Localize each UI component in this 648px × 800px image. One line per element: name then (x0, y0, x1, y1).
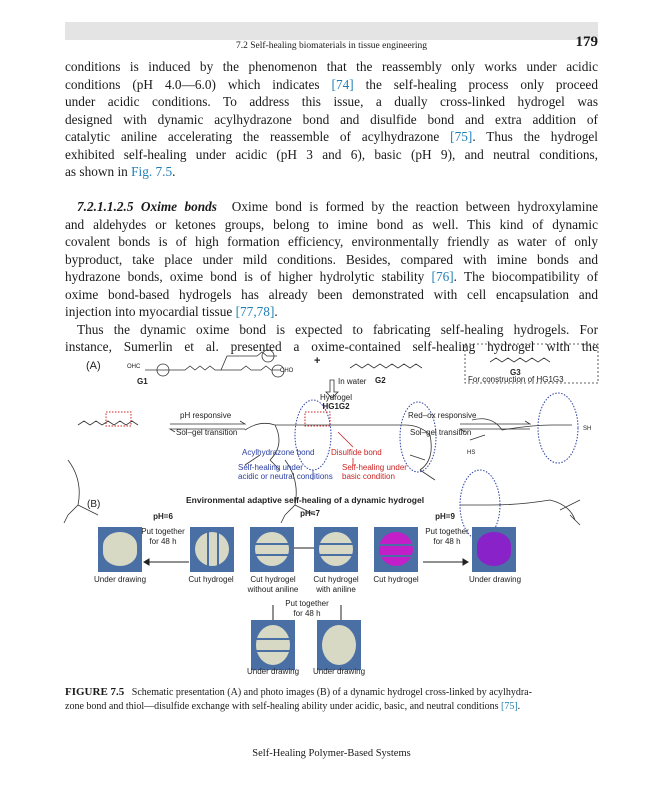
for-48h-text: for 48 h (149, 537, 177, 546)
text-segment: conditions (pH 4.0—6.0) which indicates (65, 76, 332, 92)
text-segment: injection into myocardial tissue (65, 304, 236, 319)
ohc-label: OHC (127, 364, 141, 370)
photo-ph9-cut (374, 527, 418, 572)
in-water-label: In water (338, 377, 367, 386)
body-line: under acidic conditions. To address this issue, a dually cross-linked hydrogel was (65, 94, 598, 109)
body-line (65, 163, 598, 180)
body-line: byproduct, take place under mild conditions. Besides, compared with imine bonds and (65, 251, 598, 267)
photo-ph6-cut (190, 527, 234, 572)
disulfide-bond-label: Disulfide bond (331, 448, 382, 457)
section-heading: 7.2.1.1.2.5 Oxime bonds (77, 199, 217, 214)
caption-end: . (517, 701, 521, 712)
for-48h-text: for 48 h (433, 537, 461, 546)
put-together-text: Put together (425, 527, 469, 536)
caption-text-1: Schematic presentation (A) and photo images (B) of a dynamic hydrogel cross-linked by acylhydra- (131, 687, 532, 698)
caption-label: FIGURE 7.5 (65, 686, 125, 698)
label-under-drawing-with: Under drawing (312, 667, 366, 676)
hydrogel-label: Hydrogel (319, 393, 353, 402)
body-line: Thus the dynamic oxime bond is expected to fabricating self-healing hydrogels. For (77, 321, 598, 337)
photo-ph9-under-drawing (472, 527, 516, 572)
solgel-right-label: Sol–gel transition (410, 428, 472, 437)
put-together-ph6 (141, 527, 185, 547)
label-cut-with-aniline (313, 575, 358, 595)
acylhydrazone-bond-label: Acylhydrazone bond (242, 448, 315, 457)
g2-label: G2 (375, 376, 386, 385)
panel-a-label: (A) (86, 360, 101, 372)
acid-heal-line2: acidic or neutral conditions (238, 472, 333, 481)
citation-link[interactable]: [74] (331, 76, 354, 92)
body-line (65, 303, 598, 320)
g3-note: For construction of HG1G3 (468, 375, 564, 384)
text-segment: . Thus the hydrogel (472, 129, 598, 144)
figure-caption (65, 685, 598, 714)
ph9-label: pH=9 (435, 512, 455, 521)
text-segment: hydrazone bonds, oxime bond is of higher hydrolytic stability (65, 269, 432, 284)
photo-ph7-without-aniline-drawn (251, 620, 295, 670)
body-line: exhibited self-healing under acidic (pH 3 and 6), basic (pH 9), and neutral conditions, (65, 146, 598, 162)
sh-label: SH (583, 426, 592, 432)
running-title: 7.2 Self-healing biomaterials in tissue engineering (235, 41, 427, 51)
body-line: and aldehydes or ketones groups, belong to imine bond as well. This kind of dynamic (65, 216, 598, 232)
cut-hydrogel-text: Cut hydrogel (313, 575, 359, 584)
photo-ph7-cut-without-aniline (250, 527, 294, 572)
label-cut-hydrogel-ph6: Cut hydrogel (188, 575, 234, 584)
photo-ph6-under-drawing (98, 527, 142, 572)
label-cut-without-aniline (248, 575, 299, 595)
citation-link[interactable]: [77,78] (235, 304, 275, 319)
text-segment: as shown in (65, 164, 132, 179)
g3-label: G3 (510, 368, 521, 377)
header-bar (65, 22, 598, 40)
for-48h-text: for 48 h (293, 609, 321, 618)
cut-hydrogel-text: Cut hydrogel (250, 575, 296, 584)
body-line (65, 128, 598, 145)
with-aniline-text: with aniline (316, 585, 356, 594)
put-together-ph7 (285, 599, 329, 619)
panel-b-title: Environmental adaptive self-healing of a dynamic hydrogel (186, 495, 425, 505)
put-together-ph9 (425, 527, 469, 547)
book-title-footer: Self-Healing Polymer-Based Systems (252, 748, 411, 759)
basic-heal-line2: basic condition (342, 472, 395, 481)
body-line: oxime bond-based hydrogels has already been demonstrated with cell encapsulation and (65, 286, 598, 302)
put-together-text: Put together (285, 599, 329, 608)
body-line: designed with dynamic acylhydrazone bond and disulfide bond and extra addition of (65, 111, 598, 127)
photo-ph7-with-aniline-drawn (317, 620, 361, 670)
text-segment: . (172, 164, 176, 179)
acid-heal-line1: Self-healing under (238, 463, 303, 472)
label-under-drawing-without: Under drawing (246, 667, 300, 676)
text-segment: catalytic aniline accelerating the reassemble of acylhydrazone (65, 129, 451, 144)
panel-b-label: (B) (87, 499, 101, 510)
without-aniline-text: without aniline (247, 585, 299, 594)
body-line (65, 268, 598, 285)
label-under-drawing-ph6: Under drawing (93, 575, 147, 584)
page-number: 179 (575, 34, 598, 50)
cho-label: CHO (280, 368, 294, 374)
caption-ref-link[interactable]: [75] (501, 701, 518, 712)
text-segment: . (274, 304, 278, 319)
citation-link[interactable]: [75] (450, 129, 473, 144)
solgel-left-label: Sol–gel transition (176, 428, 238, 437)
caption-text-2: zone bond and thiol—disulfide exchange with self-healing ability under acidic, basic, and neutral conditions (65, 701, 501, 712)
ph-responsive-label: pH responsive (180, 411, 232, 420)
ph6-label: pH=6 (153, 512, 173, 521)
photo-ph7-cut-with-aniline (314, 527, 358, 572)
citation-link[interactable]: [76] (431, 269, 454, 284)
label-under-drawing-ph9: Under drawing (468, 575, 522, 584)
hg1g2-label: HG1G2 (322, 402, 350, 411)
g1-label: G1 (137, 377, 148, 386)
label-cut-hydrogel-ph9: Cut hydrogel (373, 575, 419, 584)
text-segment: . The biocompatibility of (453, 269, 598, 284)
redox-responsive-label: Red–ox responsive (408, 411, 477, 420)
body-line: instance, Sumerlin et al. presented a oxime-contained self-healing hydrogel with the (65, 339, 598, 354)
put-together-text: Put together (141, 527, 185, 536)
body-line: covalent bonds is of high formation efficiency, environmentally friendly as water of only (65, 234, 598, 249)
citation-link[interactable]: Fig. 7.5 (131, 164, 173, 179)
plus-sign: + (314, 355, 321, 367)
text-segment: Oxime bond is formed by the reaction between hydroxylamine (231, 199, 598, 214)
basic-heal-line1: Self-healing under (342, 463, 407, 472)
ph7-label: pH=7 (300, 509, 320, 518)
text-segment: the self-healing process only proceed (353, 76, 598, 92)
body-line (65, 76, 598, 93)
body-line: conditions is induced by the phenomenon that the reassembly only works under acidic (65, 59, 598, 74)
hs-label: HS (467, 450, 476, 456)
section-heading-line (77, 198, 598, 215)
